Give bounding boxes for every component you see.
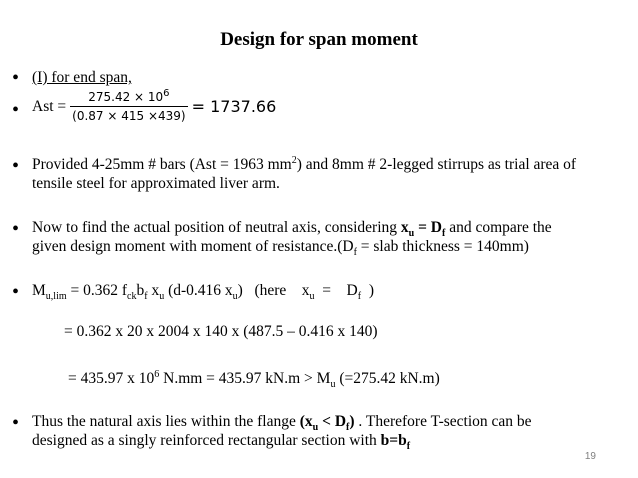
bullet: • [12,281,20,303]
provided-bars-text: Provided 4-25mm # bars (Ast = 1963 $mm^2$) and 8mm # 2-legged stirrups as trial area of tensile steel for approximated liver arm. [32,154,577,192]
page-number: 19 [584,451,596,462]
ast-result: = 1737.66 [191,96,277,116]
page-title: Design for span moment [220,29,418,50]
bullet: • [12,412,20,434]
ast-fraction [70,88,187,125]
mu-lim-substitution: = 0.362 x 20 x 2004 x 140 x (487.5 – 0.416 x 140) [64,323,378,340]
neutral-axis-text: Now to find the actual position of neutral axis, considering $x_u = D_f$ and compare the given design moment with moment of $resistance.(D_f$ = slab thickness = 140mm) [32,219,552,259]
bullet: • [12,99,20,121]
fraction-numerator: $275.42 \times 10^6$ [70,88,187,107]
bullet: • [12,67,20,89]
end-span-heading: (I) for end span, [32,69,132,86]
ast-lhs: Ast = [32,97,67,115]
conclusion-text: Thus the natural axis lies within the flange $(x_u < D_f)$ . Therefore T-section can be designed as a singly reinforced rectangular section with $b=b_f$ [32,413,532,453]
ast-formula [32,86,276,126]
mu-lim-result: = 435.97 x $10^6$ N.mm = 435.97 $kN.m > M_u$ (=275.42 kN.m) [68,368,440,391]
mu-lim-formula: $M_{u,lim} = 0.362$ $f_{ck}b_f$ $x_u$ (d-0.416 $x_u$) (here $x_u$ = $D_f$ ) [32,282,374,303]
bullet: • [12,218,20,240]
fraction-denominator: (0.87 × 415 ×439) [72,108,186,123]
bullet: • [12,155,20,177]
